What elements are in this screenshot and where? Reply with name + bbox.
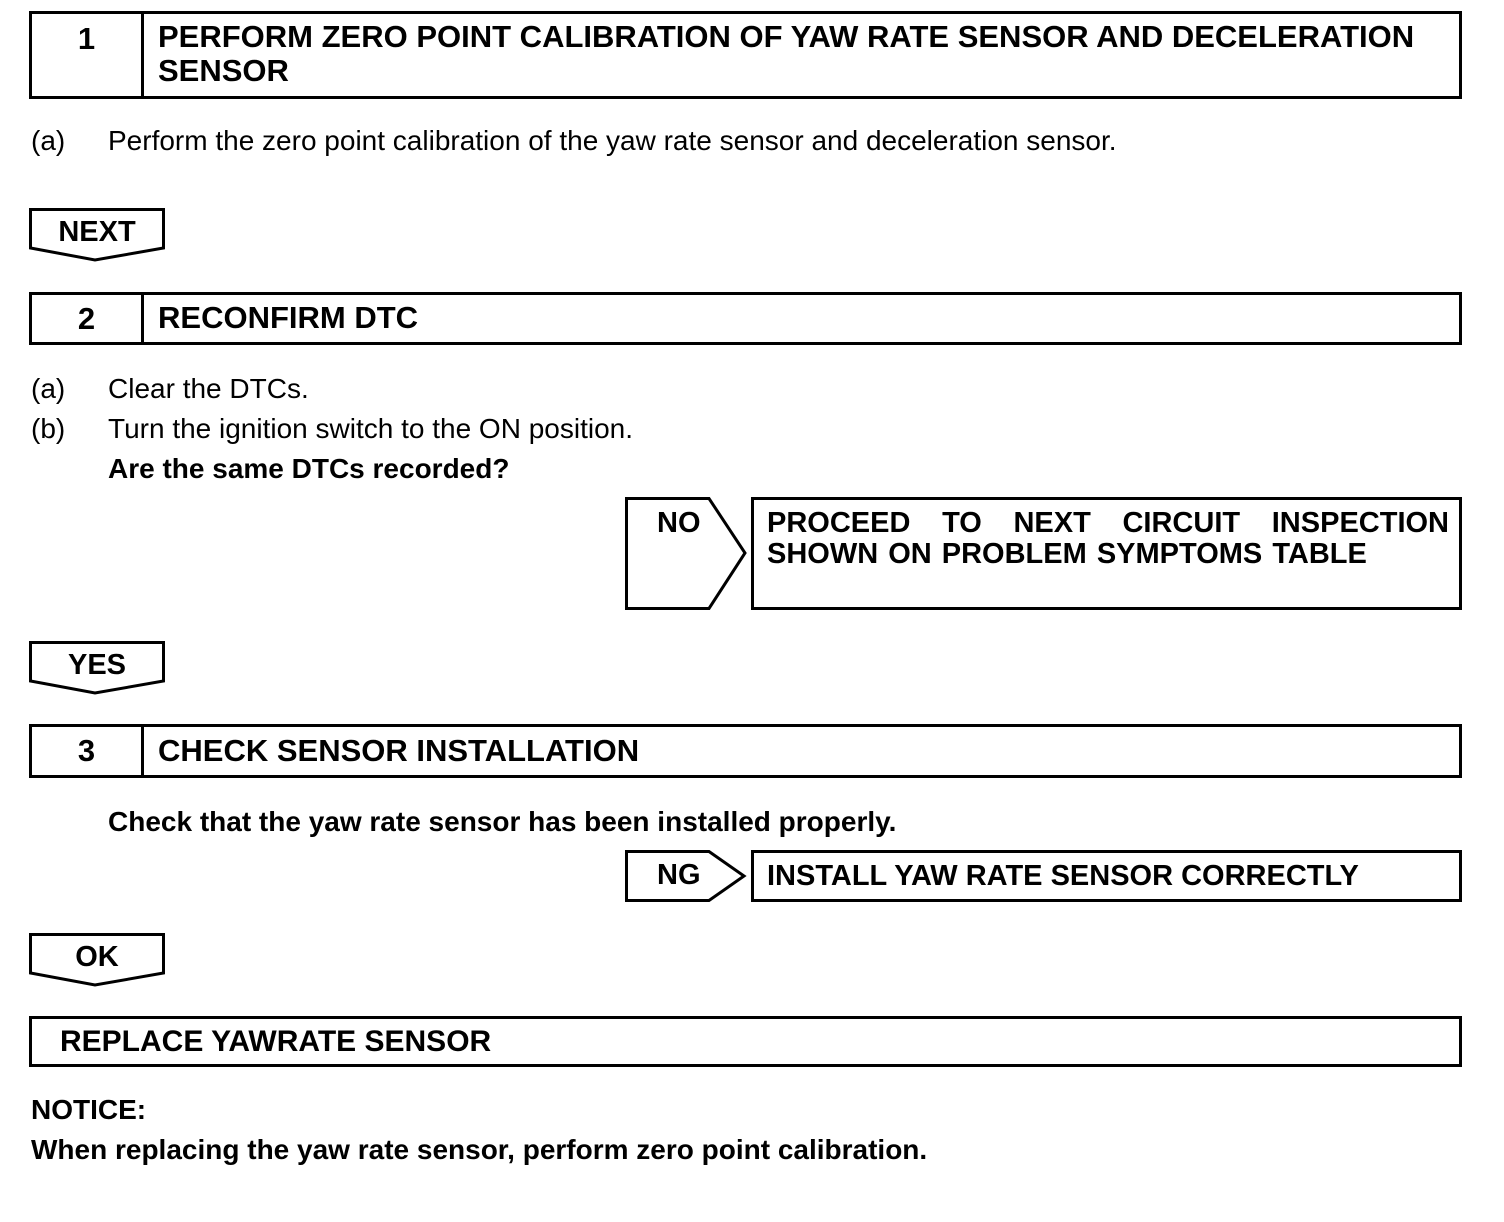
no-branch-label: NO — [657, 507, 701, 539]
step-3-title: CHECK SENSOR INSTALLATION — [158, 733, 640, 768]
notice-heading: NOTICE: — [31, 1094, 147, 1125]
final-action-box — [29, 1016, 1462, 1067]
ng-branch-label: NG — [657, 859, 701, 891]
step-2-question: Are the same DTCs recorded? — [108, 453, 510, 484]
step-1-title: PERFORM ZERO POINT CALIBRATION OF YAW RATE SENSOR AND DECELERATION SENSOR — [158, 19, 1415, 88]
step-3-number: 3 — [32, 727, 144, 775]
step-1-header — [29, 11, 1462, 99]
step-2-item-a-text: Clear the DTCs. — [108, 373, 309, 404]
yes-label: YES — [67, 649, 127, 681]
step-2-item-b-text: Turn the ignition switch to the ON position. — [108, 413, 633, 444]
step-2-header — [29, 292, 1462, 345]
step-2-title: RECONFIRM DTC — [158, 300, 419, 335]
step-1-number: 1 — [32, 14, 144, 96]
final-action-text: REPLACE YAWRATE SENSOR — [60, 1025, 492, 1058]
step-2-number: 2 — [32, 295, 144, 342]
step-3-instruction: Check that the yaw rate sensor has been installed properly. — [108, 806, 897, 837]
step-3-header — [29, 724, 1462, 778]
no-branch-result-text: PROCEED TO NEXT CIRCUIT INSPECTION SHOWN ON PROBLEM SYMPTOMS TABLE — [767, 507, 1449, 570]
step-1-item-a-text: Perform the zero point calibration of the yaw rate sensor and deceleration sensor. — [108, 125, 1117, 156]
step-2-item-b-marker: (b) — [31, 413, 66, 444]
ng-branch-result-text: INSTALL YAW RATE SENSOR CORRECTLY — [767, 860, 1359, 892]
no-branch-result-box — [751, 497, 1462, 610]
step-1-item-a-marker: (a) — [31, 125, 66, 156]
next-label: NEXT — [58, 216, 136, 248]
ok-label: OK — [75, 941, 119, 973]
step-2-item-a-marker: (a) — [31, 373, 66, 404]
ng-branch-result-box — [751, 850, 1462, 902]
notice-text: When replacing the yaw rate sensor, perform zero point calibration. — [31, 1134, 928, 1165]
